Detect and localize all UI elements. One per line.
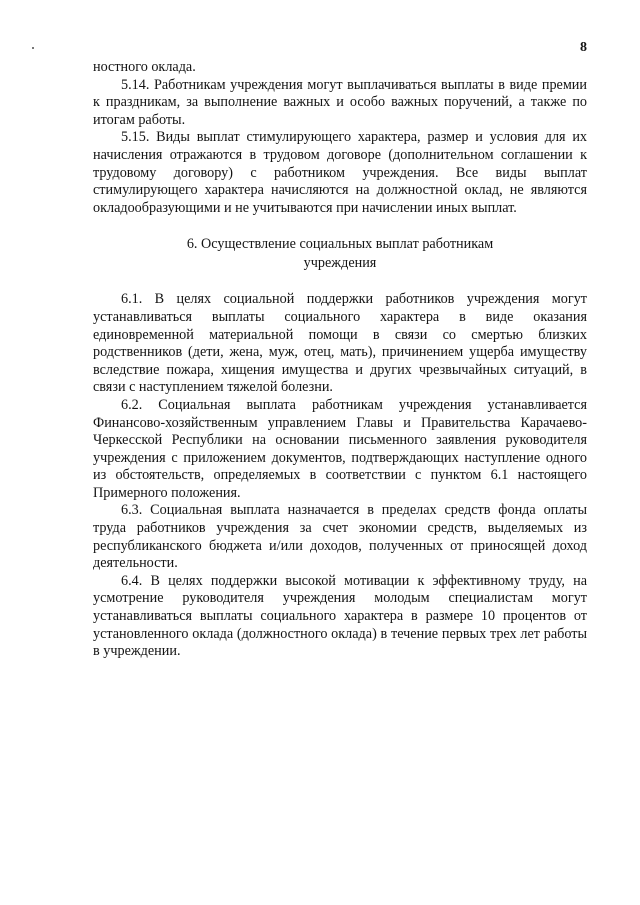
paragraph-continuation: ностного оклада. <box>93 59 196 75</box>
document-body <box>93 59 587 661</box>
paragraph-5-15: 5.15. Виды выплат стимулирующего характера, размер и условия для их начисления отражаются в трудовом договоре (дополнительном соглашении к трудовому договору) с работником учреждения. Все виды выплат стимулирующего характера начисляются на должностной оклад, не являются окладообразующими и не учитываются при начислении иных выплат. <box>93 129 587 216</box>
paragraph-6-2: 6.2. Социальная выплата работникам учреждения устанавливается Финансово-хозяйственным управлением Главы и Правительства Карачаево-Черкесской Республики на основании письменного заявления руководителя учреждения с приложением документов, подтверждающих наступление одного из обстоятельств, определяемых в соответствии с пунктом 6.1 настоящего Примерного положения. <box>93 396 587 501</box>
paragraph-6-1: 6.1. В целях социальной поддержки работников учреждения могут устанавливаться выплаты социального характера в виде оказания единовременной материальной помощи в связи со смертью близких родственников (дети, жена, муж, отец, мать), причинением ущерба имуществу вследствие пожара, хищения имущества и других чрезвычайных ситуаций, в связи с наступлением тяжелой болезни. <box>93 291 587 396</box>
scan-artifact <box>32 47 34 49</box>
page-number: 8 <box>580 40 587 55</box>
section-6-title-line2: учреждения <box>303 255 377 272</box>
section-6-title-line1: 6. Осуществление социальных выплат работникам <box>186 236 494 253</box>
paragraph-6-4: 6.4. В целях поддержки высокой мотивации к эффективному труду, на усмотрение руководителя учреждения молодым специалистам могут устанавливаться выплаты социального характера в размере 10 процентов от установленного оклада (должностного оклада) в течение первых трех лет работы в учреждении. <box>93 572 587 660</box>
section-6-heading <box>93 235 587 273</box>
paragraph-5-14: 5.14. Работникам учреждения могут выплачиваться выплаты в виде премии к праздникам, за выполнение важных и особо важных поручений, а также по итогам работы. <box>93 76 587 128</box>
paragraph-6-3: 6.3. Социальная выплата назначается в пределах средств фонда оплаты труда работников учреждения за счет экономии средств, выделяемых из республиканского бюджета и/или доходов, полученных от приносящей доход деятельности. <box>93 502 587 572</box>
